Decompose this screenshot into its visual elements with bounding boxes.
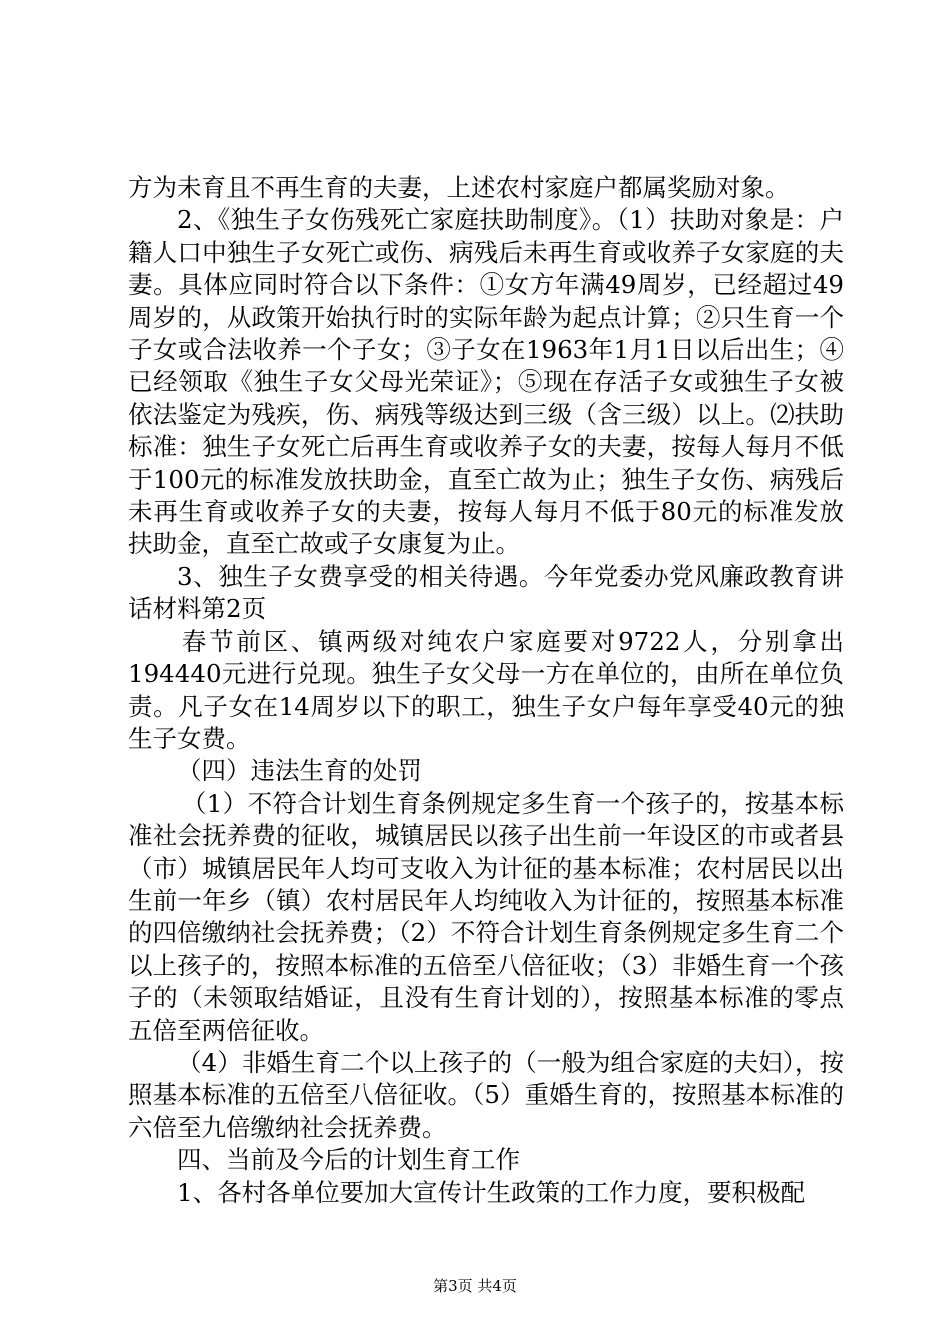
section-heading-illegal-birth-penalty: （四）违法生育的处罚: [177, 756, 422, 786]
paragraph-continuation: 方为未育且不再生育的夫妻，上述农村家庭户都属奖励对象。: [128, 173, 790, 202]
paragraph-penalty-items-1-3: （1）不符合计划生育条例规定多生育一个孩子的，按基本标准社会抚养费的征收，城镇居民以孩子出生前一年设区的市或者县（市）城镇居民年人均可支收入为计征的基本标准；农村居民以出生前一年乡（镇）农村居民年人均纯收入为计征的，按照基本标准的四倍缴纳社会抚养费；（2）不符合计划生育条例规定多生育二个以上孩子的，按照本标准的五倍至八倍征收；（3）非婚生育一个孩子的（未领取结婚证，且没有生育计划的），按照基本标准的零点五倍至两倍征收。: [128, 788, 844, 1045]
document-body: [128, 172, 844, 1209]
paragraph-spring-festival-payment: 春节前区、镇两级对纯农户家庭要对9722人，分别拿出194440元进行兑现。独生子女父母一方在单位的，由所在单位负责。凡子女在14周岁以下的职工，独生子女户每年享受40元的独生子女费。: [128, 626, 844, 753]
page-number-footer: 第3页 共4页: [433, 1277, 517, 1295]
paragraph-disability-death-assistance: 2、《独生子女伤残死亡家庭扶助制度》。（1）扶助对象是：户籍人口中独生子女死亡或伤、病残后未再生育或收养子女家庭的夫妻。具体应同时符合以下条件：①女方年满49周岁，已经超过49周岁的，从政策开始执行时的实际年龄为起点计算；②只生育一个子女或合法收养一个子女；③子女在1963年1月1日以后出生；④已经领取《独生子女父母光荣证》；⑤现在存活子女或独生子女被依法鉴定为残疾，伤、病残等级达到三级（含三级）以上。⑵扶助标准：独生子女死亡后再生育或收养子女的夫妻，按每人每月不低于100元的标准发放扶助金，直至亡故为止；独生子女伤、病残后未再生育或收养子女的夫妻，按每人每月不低于80元的标准发放扶助金，直至亡故或子女康复为止。: [128, 205, 844, 559]
paragraph-penalty-items-4-5: （4）非婚生育二个以上孩子的（一般为组合家庭的夫妇），按照基本标准的五倍至八倍征收。（5）重婚生育的，按照基本标准的六倍至九倍缴纳社会抚养费。: [128, 1047, 844, 1142]
paragraph-publicity-work: 1、各村各单位要加大宣传计生政策的工作力度，要积极配: [177, 1177, 806, 1207]
section-heading-current-work: 四、当前及今后的计划生育工作: [177, 1145, 520, 1175]
paragraph-only-child-benefits: 3、独生子女费享受的相关待遇。今年党委办党风廉政教育讲话材料第2页: [128, 561, 844, 624]
